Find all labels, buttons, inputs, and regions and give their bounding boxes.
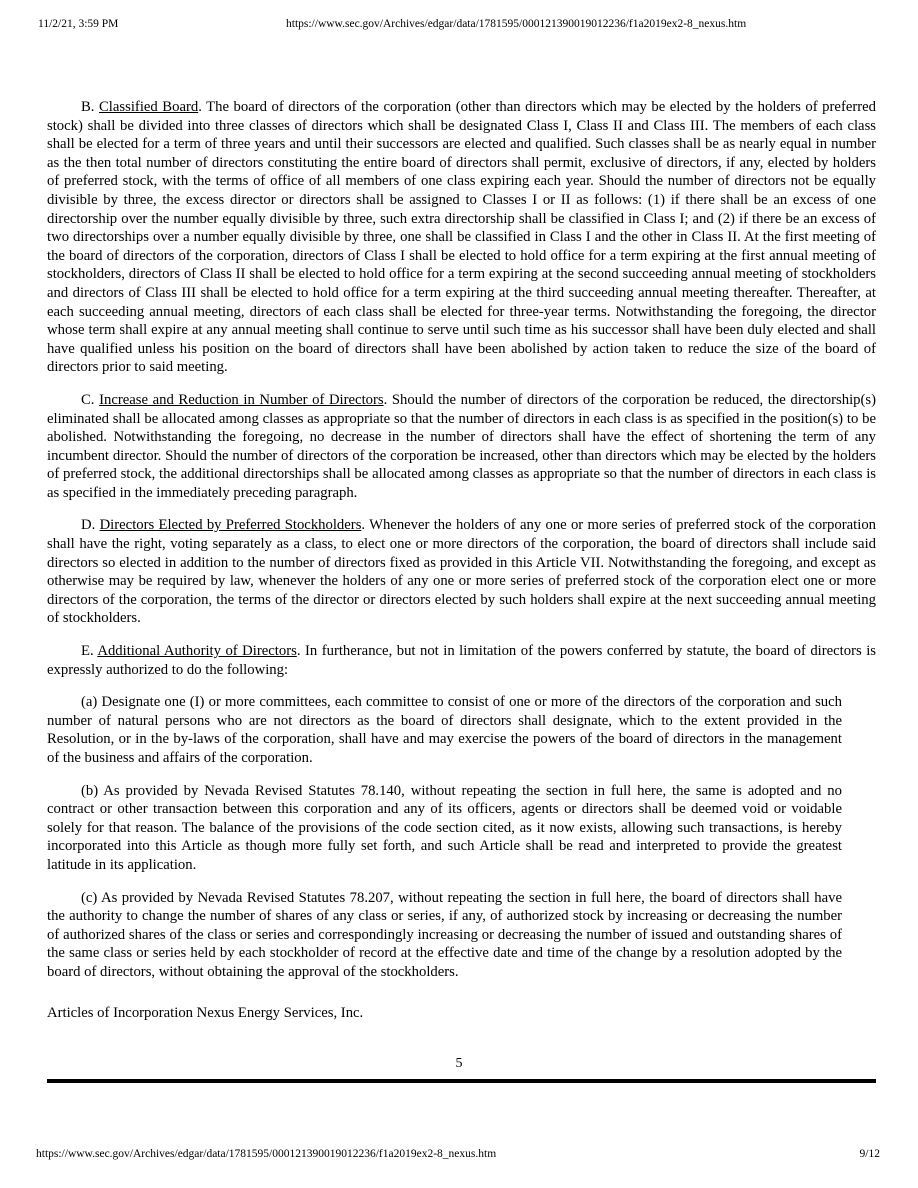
print-header-date: 11/2/21, 3:59 PM xyxy=(38,18,119,30)
print-header-url: https://www.sec.gov/Archives/edgar/data/1781595/000121390019012236/f1a2019ex2-8_nexus.htm xyxy=(286,18,747,30)
sub-paragraph-b xyxy=(47,782,842,875)
browser-print-header xyxy=(0,18,918,34)
paragraph-b-label: B. xyxy=(81,99,95,115)
paragraph-d xyxy=(47,516,876,628)
browser-print-footer xyxy=(0,1148,918,1164)
print-footer-url: https://www.sec.gov/Archives/edgar/data/1781595/000121390019012236/f1a2019ex2-8_nexus.htm xyxy=(36,1148,497,1160)
paragraph-e-text: . In furtherance, but not in limitation of the powers conferred by statute, the board of directors is expressly authorized to do the following: xyxy=(47,643,877,678)
paragraph-d-heading: Directors Elected by Preferred Stockholders xyxy=(99,517,362,534)
sub-paragraph-b-text: As provided by Nevada Revised Statutes 78.140, without repeating the section in full here, the same is adopted and no contract or other transaction between this corporation and any of its officers, agents or directors shall be deemed void or voidable solely for that reason. The balance of the provisions of the code section cited, as it now exists, allowing such transactions, is hereby incorporated into this Article as though more fully set forth, and such Article shall be read and interpreted to provide the greatest latitude in its application. xyxy=(47,782,842,873)
print-footer-page-indicator: 9/12 xyxy=(859,1148,880,1160)
paragraph-c-heading: Increase and Reduction in Number of Directors xyxy=(99,391,384,408)
footer-divider xyxy=(47,1079,876,1083)
paragraph-b-heading: Classified Board xyxy=(99,99,199,115)
paragraph-d-label: D. xyxy=(81,517,96,534)
sub-paragraph-c-text: As provided by Nevada Revised Statutes 78.207, without repeating the section in full here, the board of directors shall have the authority to change the number of shares of any class or series, if any, of authorized stock by increasing or decreasing the number of authorized shares of the class or series and correspondingly increasing or decreasing the number of issued and outstanding shares of the same class or series held by each stockholder of record at the effective date and time of the change by a resolution adopted by the board of directors, without obtaining the approval of the stockholders. xyxy=(47,889,842,980)
paragraph-b xyxy=(47,98,876,377)
paragraph-c xyxy=(47,391,876,503)
sub-paragraph-c xyxy=(47,889,842,982)
sub-paragraph-c-label: (c) xyxy=(81,889,98,906)
paragraph-e-label: E. xyxy=(81,643,94,660)
page-number: 5 xyxy=(455,1056,463,1071)
document-footer-note: Articles of Incorporation Nexus Energy Services, Inc. xyxy=(47,1004,364,1021)
paragraph-e-heading: Additional Authority of Directors xyxy=(97,643,297,660)
sub-paragraph-a-text: Designate one (I) or more committees, each committee to consist of one or more of the directors of the corporation and such number of natural persons who are not directors as the board of directors shall designate, which to the extent provided in the Resolution, or in the by-laws of the corporation, shall have and may exercise the powers of the board of directors in the management of the business and affairs of the corporation. xyxy=(47,694,842,766)
sub-paragraph-a-label: (a) xyxy=(81,694,98,711)
paragraph-c-label: C. xyxy=(81,391,95,408)
paragraph-c-text: . Should the number of directors of the corporation be reduced, the directorship(s) eliminated shall be allocated among classes as appropriate so that the number of directors in each class is as specified in the position(s) to be abolished. Notwithstanding the foregoing, no decrease in the number of directors shall have the effect of shortening the term of any incumbent director. Should the number of directors of the corporation be increased, other than directors which may be elected by the holders of preferred stock, the additional directorships shall be allocated among classes as appropriate so that the number of directors in each class is as specified in the immediately preceding paragraph. xyxy=(47,391,877,501)
sub-paragraph-b-label: (b) xyxy=(81,782,99,799)
paragraph-d-text: . Whenever the holders of any one or more series of preferred stock of the corporation shall have the right, voting separately as a class, to elect one or more directors of the corporation, the board of directors shall include said directors so elected in addition to the number of directors fixed as provided in this Article VII. Notwithstanding the foregoing, and except as otherwise may be required by law, whenever the holders of any one or more series of preferred stock of the corporation elect one or more directors of the corporation, the terms of the director or directors elected by such holders shall expire at the next succeeding annual meeting of stockholders. xyxy=(47,517,877,627)
sub-paragraph-a xyxy=(47,693,842,767)
document-body xyxy=(47,98,876,1022)
paragraph-e xyxy=(47,642,876,679)
paragraph-b-text: . The board of directors of the corporation (other than directors which may be elected by the holders of preferred stock) shall be divided into three classes of directors which shall be designated Class I, Class II and Class III. The members of each class shall be elected for a term of three years and until their successors are elected and qualified. Such classes shall be as nearly equal in number as the then total number of directors constituting the entire board of directors shall permit, exclusive of directors, if any, elected by holders of preferred stock, with the terms of office of all members of one class expiring each year. Should the number of directors not be equally divisible by three, the excess director or directors shall be assigned to Classes I or II as follows: (1) if there shall be an excess of one directorship over the number equally divisible by three, such extra directorship shall be classified in Class I; and (2) if there be an excess of two directorships over a number equally divisible by three, one shall be classified in Class I and the other in Class II. At the first meeting of the board of directors of the corporation, directors of Class I shall be elected to hold office for a term expiring at the first annual meeting of stockholders, directors of Class II shall be elected to hold office for a term expiring at the second succeeding annual meeting of stockholders and directors of Class III shall be elected to hold office for a term expiring at the third succeeding annual meeting thereafter. Thereafter, at each succeeding annual meeting, directors of each class shall be elected for three-year terms. Notwithstanding the foregoing, the director whose term shall expire at any annual meeting shall continue to serve until such time as his successor shall have been duly elected and shall have qualified unless his position on the board of directors shall have been abolished by action taken to reduce the size of the board of directors prior to said meeting. xyxy=(47,99,876,376)
